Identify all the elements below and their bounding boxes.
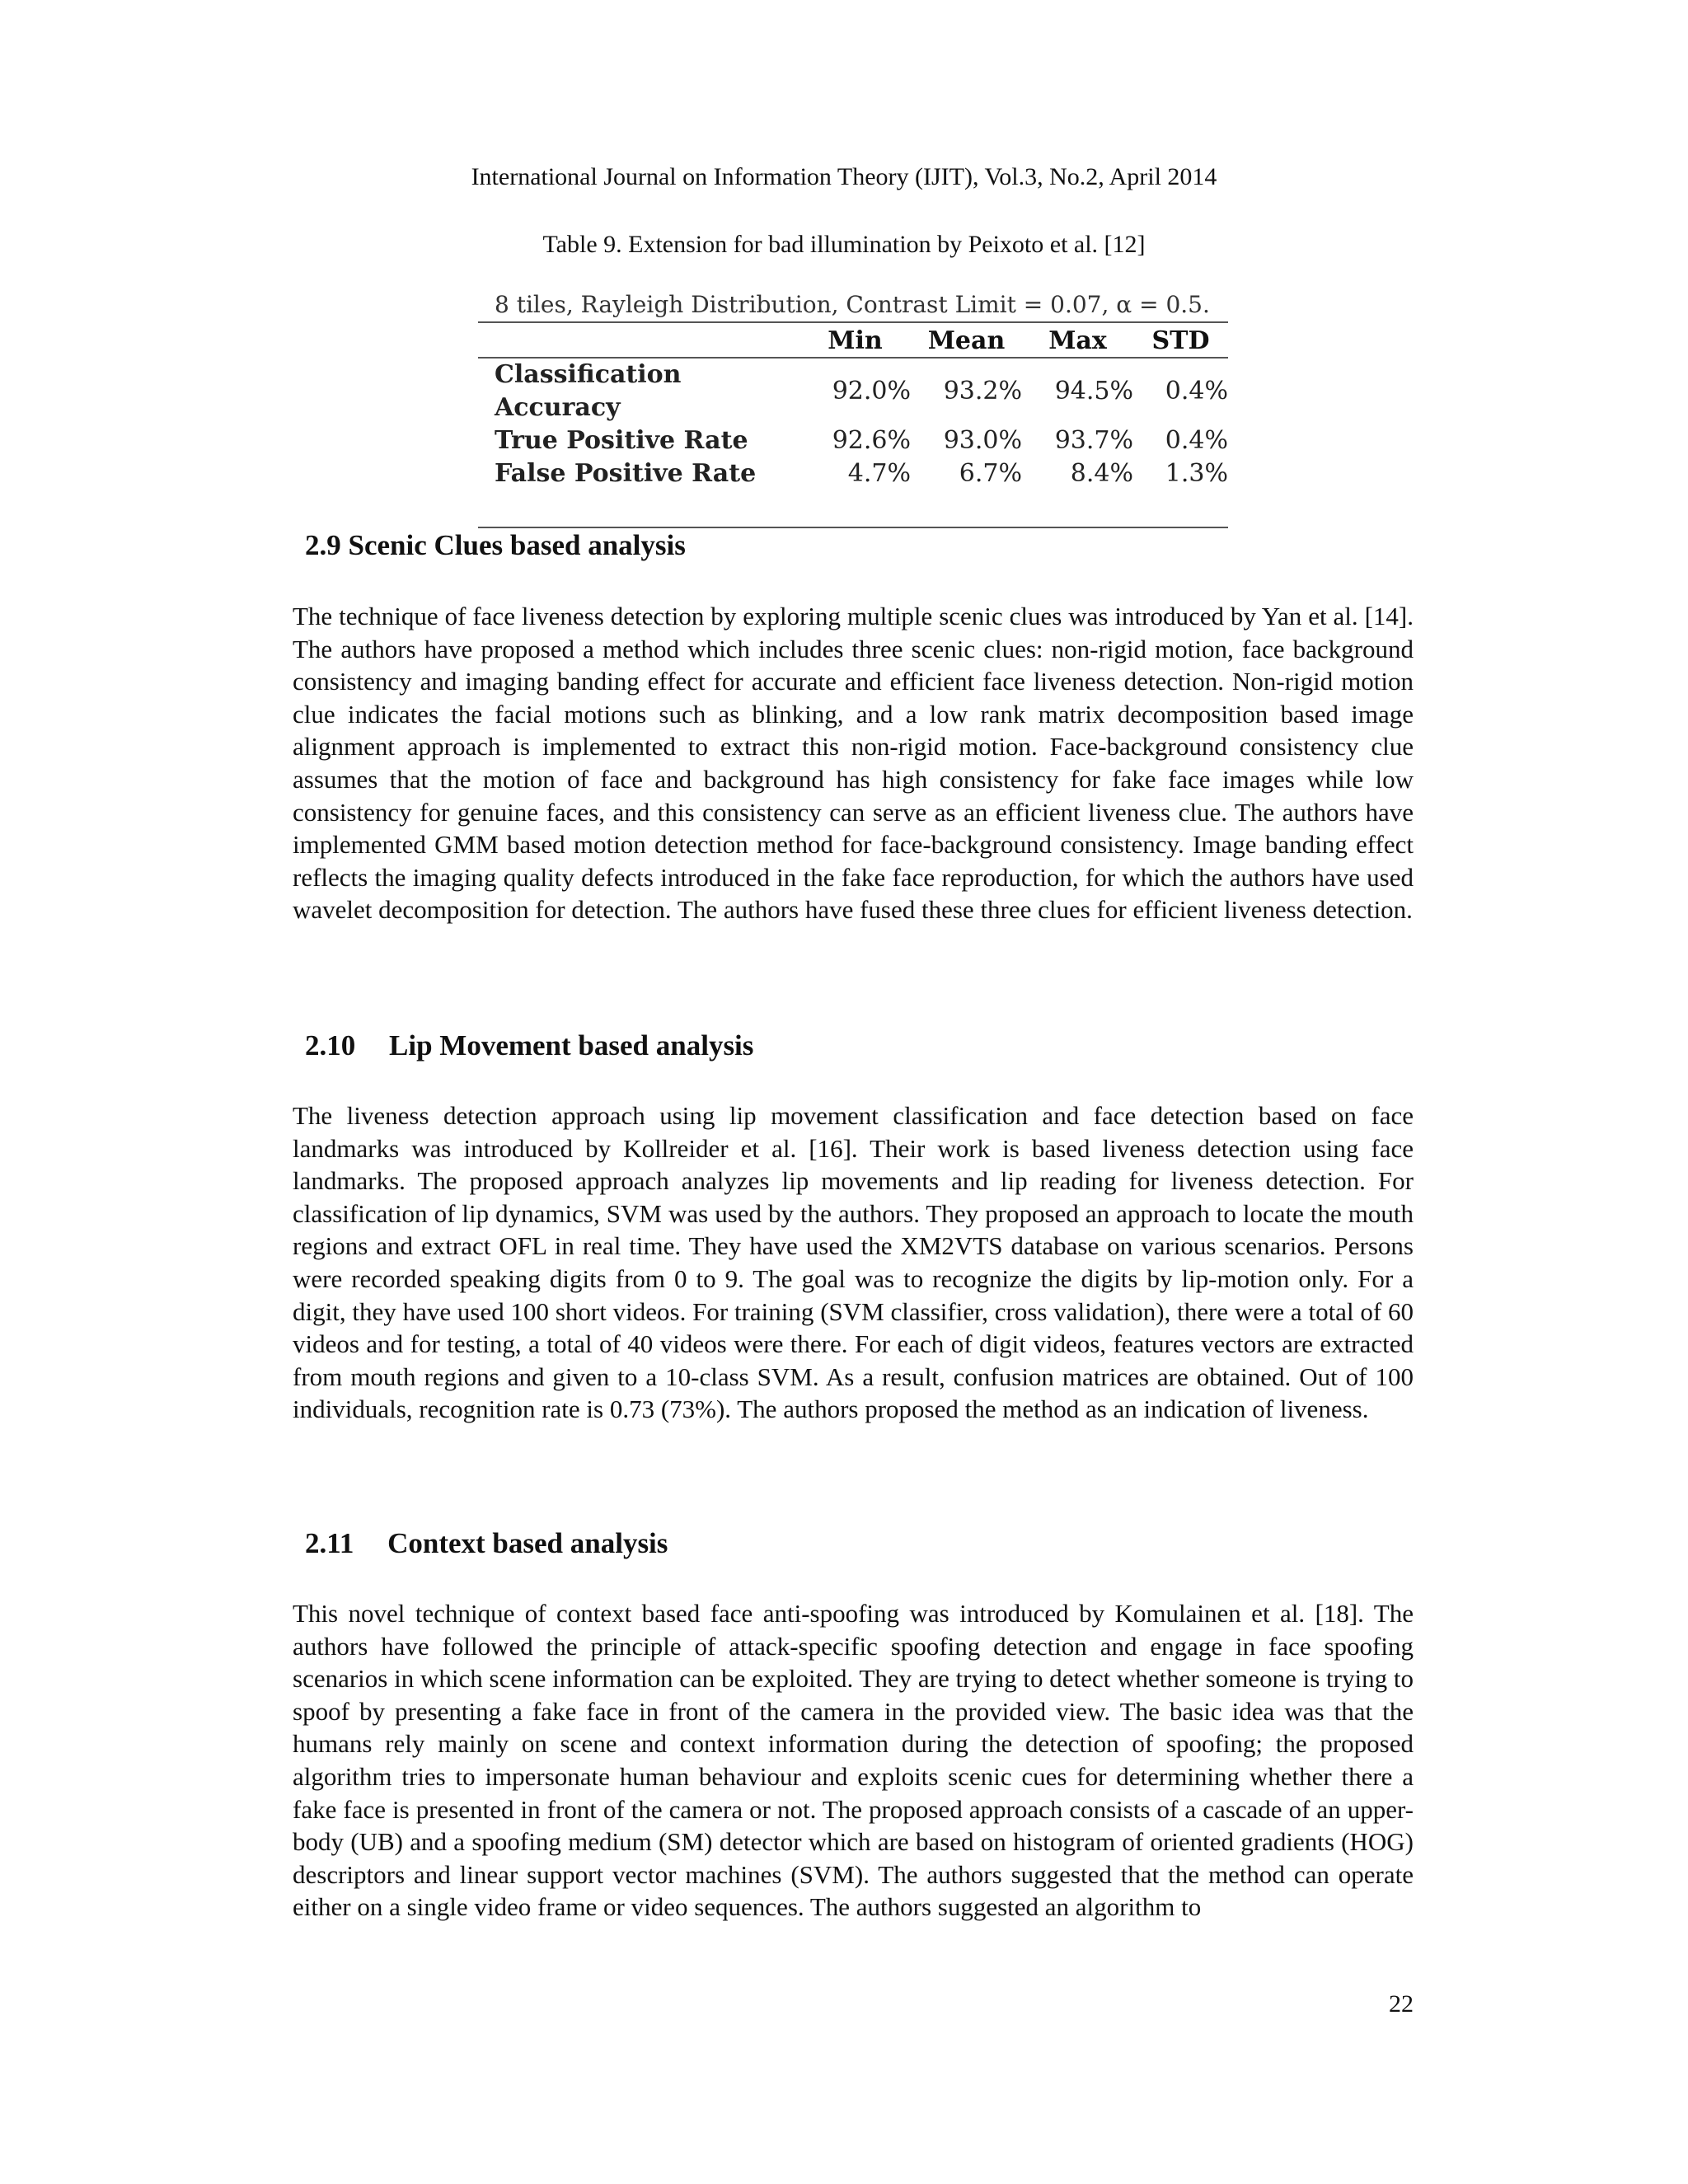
table-caption: Table 9. Extension for bad illumination by Peixoto et al. [12] — [542, 231, 1146, 258]
column-header-max: Max — [1048, 326, 1107, 355]
table-cell: 93.7% — [1054, 426, 1133, 455]
row-label: True Positive Rate — [495, 426, 748, 455]
section-number: 2.9 — [305, 529, 341, 561]
table-cell: 0.4% — [1165, 426, 1228, 455]
table-cell: 94.5% — [1054, 377, 1133, 405]
table-bottom-rule — [478, 527, 1228, 528]
section-title: Lip Movement based analysis — [389, 1029, 754, 1062]
section-paragraph-2-10: The liveness detection approach using lip movement classification and face detection based on face landmarks was introduced by Kollreider et al. [16]. Their work is based liveness detection using face landmarks. The proposed approach analyzes lip movements and lip reading for liveness detection. For classification of lip dynamics, SVM was used by the authors. They proposed an approach to locate the mouth regions and extract OFL in real time. They have used the XM2VTS database on various scenarios. Persons were recorded speaking digits from 0 to 9. The goal was to recognize the digits by lip-motion only. For a digit, they have used 100 short videos. For training (SVM classifier, cross validation), there were a total of 60 videos and for testing, a total of 40 videos were there. For each of digit videos, features vectors are extracted from mouth regions and given to a 10-class SVM. As a result, confusion matrices are obtained. Out of 100 individuals, recognition rate is 0.73 (73%). The authors proposed the method as an indication of liveness. — [293, 1101, 1414, 1424]
page-number: 22 — [1389, 1990, 1414, 2018]
table-row — [478, 358, 1228, 424]
section-paragraph-2-11: This novel technique of context based face anti-spoofing was introduced by Komulainen et al. [18]. The authors have followed the principle of attack-specific spoofing detection and engage in face spoofing scenarios in which scene information can be exploited. They are trying to detect whether someone is trying to spoof by presenting a fake face in front of the camera in the provided view. The basic idea was that the humans rely mainly on scene and context information during the detection of spoofing; the proposed algorithm tries to impersonate human behaviour and exploits scenic cues for determining whether there a fake face is presented in front of the camera or not. The proposed approach consists of a cascade of an upper-body (UB) and a spoofing medium (SM) detector which are based on histogram of oriented gradients (HOG) descriptors and linear support vector machines (SVM). The authors suggested that the method can operate either on a single video frame or video sequences. The authors suggested an algorithm to — [293, 1599, 1414, 1922]
section-title: Scenic Clues based analysis — [348, 529, 686, 561]
table-cell: 1.3% — [1165, 459, 1228, 488]
table-cell: 0.4% — [1165, 377, 1228, 405]
section-paragraph-2-9: The technique of face liveness detection by exploring multiple scenic clues was introduced by Yan et al. [14]. The authors have proposed a method which includes three scenic clues: non-rigid motion, face background consistency and imaging banding effect for accurate and efficient face liveness detection. Non-rigid motion clue indicates the facial motions such as blinking, and a low rank matrix decomposition based image alignment approach is implemented to extract this non-rigid motion. Face-background consistency clue assumes that the motion of face and background has high consistency for fake face images while low consistency for genuine faces, and this consistency can serve as an efficient liveness clue. The authors have implemented GMM based motion detection method for face-background consistency. Image banding effect reflects the imaging quality defects introduced in the fake face reproduction, for which the authors have used wavelet decomposition for detection. The authors have fused these three clues for efficient liveness detection. — [293, 602, 1414, 925]
table-cell: 93.0% — [943, 426, 1022, 455]
results-table-grid — [478, 323, 1228, 490]
table-cell: 4.7% — [847, 459, 911, 488]
column-header-std: STD — [1151, 326, 1210, 355]
table-corner-cell — [478, 323, 799, 358]
table-cell: 93.2% — [943, 377, 1022, 405]
column-header-mean: Mean — [927, 326, 1006, 355]
section-number: 2.10 — [305, 1029, 356, 1062]
section-heading-2-11 — [305, 1527, 668, 1560]
running-header: International Journal on Information Theory (IJIT), Vol.3, No.2, April 2014 — [471, 163, 1217, 190]
table-cell: 6.7% — [959, 459, 1022, 488]
section-title: Context based analysis — [387, 1527, 668, 1559]
section-heading-2-9 — [305, 529, 686, 562]
table-row — [478, 457, 1228, 490]
table-cell: 92.6% — [832, 426, 911, 455]
section-heading-2-10 — [305, 1029, 753, 1062]
column-header-min: Min — [828, 326, 883, 355]
table-header-row — [478, 323, 1228, 358]
table-row — [478, 424, 1228, 457]
table-cell: 8.4% — [1070, 459, 1133, 488]
row-label: False Positive Rate — [495, 459, 757, 488]
row-label: Classification Accuracy — [495, 360, 682, 422]
table-note: 8 tiles, Rayleigh Distribution, Contrast Limit = 0.07, α = 0.5. — [495, 291, 1210, 318]
table-cell: 92.0% — [832, 377, 911, 405]
results-table — [478, 288, 1228, 528]
section-number: 2.11 — [305, 1527, 354, 1559]
table-bottom-space — [478, 490, 1228, 527]
